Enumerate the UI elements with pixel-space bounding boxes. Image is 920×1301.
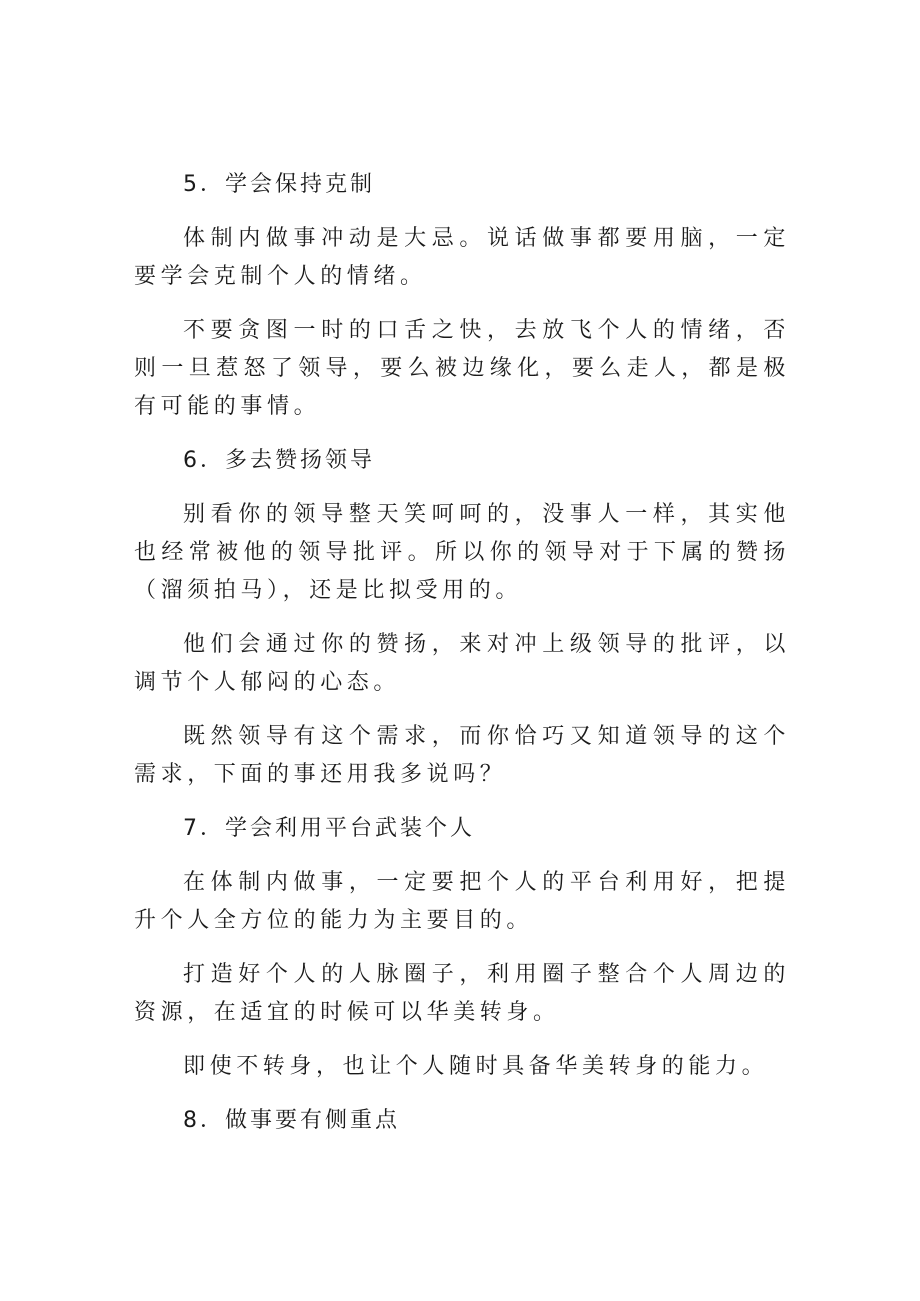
paragraph: 别看你的领导整天笑呵呵的，没事人一样，其实他也经常被他的领导批评。所以你的领导对于下属的赞扬（溜须拍马），还是比拟受用的。 bbox=[134, 502, 790, 603]
paragraph: 他们会通过你的赞扬，来对冲上级领导的批评，以调节个人郁闷的心态。 bbox=[134, 632, 790, 695]
paragraph: 既然领导有这个需求，而你恰巧又知道领导的这个需求，下面的事还用我多说吗？ bbox=[134, 724, 790, 787]
paragraph: 即使不转身，也让个人随时具备华美转身的能力。 bbox=[183, 1054, 769, 1079]
paragraph: 不要贪图一时的口舌之快，去放飞个人的情绪，否则一旦惹怒了领导，要么被边缘化，要么走人，都是极有可能的事情。 bbox=[134, 318, 790, 419]
spacer bbox=[134, 610, 790, 626]
paragraph: 打造好个人的人脉圈子，利用圈子整合个人周边的资源，在适宜的时候可以华美转身。 bbox=[134, 962, 790, 1025]
section-heading-6: 6．多去赞扬领导 bbox=[183, 448, 375, 473]
section-heading-5: 5．学会保持克制 bbox=[183, 172, 375, 197]
paragraph: 在体制内做事，一定要把个人的平台利用好，把提升个人全方位的能力为主要目的。 bbox=[134, 870, 790, 933]
spacer bbox=[134, 480, 790, 496]
section-heading-8: 8．做事要有侧重点 bbox=[183, 1108, 400, 1133]
spacer bbox=[134, 848, 790, 864]
document-body bbox=[134, 166, 790, 1140]
spacer bbox=[134, 1032, 790, 1048]
spacer bbox=[134, 426, 790, 442]
spacer bbox=[134, 296, 790, 312]
section-heading-7: 7．学会利用平台武装个人 bbox=[183, 816, 475, 841]
spacer bbox=[134, 204, 790, 220]
paragraph: 体制内做事冲动是大忌。说话做事都要用脑，一定要学会克制个人的情绪。 bbox=[134, 226, 790, 289]
spacer bbox=[134, 794, 790, 810]
spacer bbox=[134, 702, 790, 718]
spacer bbox=[134, 940, 790, 956]
spacer bbox=[134, 1086, 790, 1102]
